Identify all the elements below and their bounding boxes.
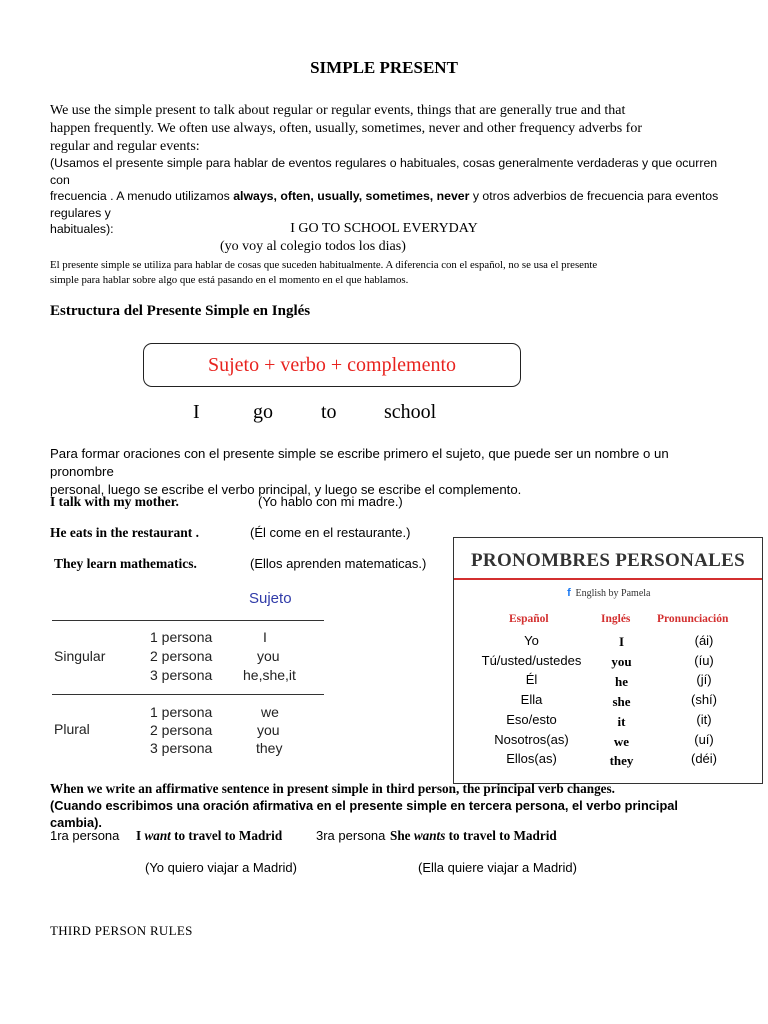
intro-english (50, 102, 720, 156)
example-text: I (136, 828, 145, 843)
note-line: simple para hablar sobre algo que está pasando en el momento en el que hablamos. (50, 274, 409, 286)
sentence-spanish: (Ellos aprenden matematicas.) (250, 556, 427, 571)
table-divider (52, 694, 324, 695)
pronoun-english: I (618, 634, 625, 649)
table-cell: 1 persona (150, 629, 213, 645)
sentence-english: I talk with my mother. (50, 494, 179, 509)
first-person-translation: (Yo quiero viajar a Madrid) (145, 860, 297, 875)
subject-table-header: Sujeto (249, 590, 292, 607)
pronoun-english: you (611, 654, 632, 669)
group-label-plural: Plural (54, 721, 90, 737)
group-label-singular: Singular (54, 648, 106, 664)
card-source (454, 587, 762, 599)
pronoun-pronunciation: (it) (696, 712, 712, 727)
first-person-label: 1ra persona (50, 828, 120, 843)
page-title: SIMPLE PRESENT (310, 58, 458, 77)
pronoun-pronunciation: (déi) (690, 751, 717, 766)
pronoun-english: we (613, 734, 630, 749)
third-person-rules-heading: THIRD PERSON RULES (50, 923, 193, 938)
column-header-spanish: Español (509, 613, 549, 625)
sentence-english: They learn mathematics. (54, 556, 197, 571)
example-word-subject: I (193, 401, 200, 423)
formula-box (143, 343, 521, 387)
verb-wants: wants (413, 828, 446, 843)
intro-line: regular and regular events: (50, 139, 200, 154)
note-spanish (50, 258, 730, 288)
table-cell: you (257, 648, 280, 664)
third-person-translation: (Ella quiere viajar a Madrid) (418, 860, 577, 875)
third-person-line: (Cuando escribimos una oración afirmativa en el presente simple en tercera persona, el verbo principal cambia). (50, 798, 678, 830)
pronoun-pronunciation: (jí) (696, 672, 712, 687)
third-person-explanation (50, 780, 730, 831)
column-header-english: Inglés (601, 613, 631, 625)
example-text: to travel to Madrid (445, 828, 557, 843)
example-word-to: to (321, 401, 337, 423)
facebook-icon: f (567, 587, 571, 599)
card-accent-line (454, 578, 762, 580)
rule-line: Para formar oraciones con el presente simple se escribe primero el sujeto, que puede ser un nombre o un pronombre (50, 446, 669, 479)
example-word-verb: go (253, 401, 273, 423)
rule-line: personal, luego se escribe el verbo principal, y luego se escribe el complemento. (50, 482, 522, 497)
card-source-label: English by Pamela (575, 588, 651, 599)
table-cell: 2 persona (150, 722, 213, 738)
intro-es-line: (Usamos el presente simple para hablar de eventos regulares o habituales, cosas generalmente verdaderas y que ocurren con (50, 156, 718, 187)
table-cell: I (263, 629, 267, 645)
example-text: to travel to Madrid (170, 828, 283, 843)
example-english: I GO TO SCHOOL EVERYDAY (290, 221, 478, 236)
example-word-complement: school (384, 401, 437, 423)
pronoun-spanish: Ellos(as) (506, 751, 557, 766)
table-cell: they (256, 740, 283, 756)
intro-es-text: frecuencia . A menudo utilizamos (50, 189, 234, 203)
intro-line: happen frequently. We often use always, often, usually, sometimes, never and other frequency adverbs for (50, 121, 642, 136)
third-person-label: 3ra persona (316, 828, 386, 843)
sentence-spanish: (Él come en el restaurante.) (250, 525, 411, 540)
note-line: El presente simple se utiliza para hablar de cosas que suceden habitualmente. A diferencia con el español, no se usa el presente (50, 259, 598, 271)
example-text: She (390, 828, 414, 843)
sentence-english: He eats in the restaurant . (50, 525, 199, 540)
pronoun-spanish: Tú/usted/ustedes (481, 653, 582, 668)
table-cell: 3 persona (150, 740, 213, 756)
pronoun-spanish: Eso/esto (506, 712, 557, 727)
sentence-spanish: (Yo hablo con mi madre.) (258, 494, 403, 509)
pronoun-pronunciation: (ái) (694, 633, 714, 648)
example-spanish: (yo voy al colegio todos los dias) (220, 239, 406, 254)
pronoun-pronunciation: (íu) (694, 653, 714, 668)
third-person-example (390, 828, 557, 844)
table-divider (52, 620, 324, 621)
pronoun-english: they (609, 753, 634, 768)
intro-es-line: habituales): (50, 222, 114, 236)
third-person-line: When we write an affirmative sentence in present simple in third person, the principal verb changes. (50, 781, 615, 796)
column-header-pronunciation: Pronunciación (657, 613, 729, 625)
pronoun-english: she (612, 694, 631, 709)
intro-es-line (50, 188, 730, 221)
pronouns-card-title: PRONOMBRES PERSONALES (471, 550, 745, 571)
pronoun-spanish: Nosotros(as) (494, 732, 569, 747)
pronoun-spanish: Él (525, 672, 538, 687)
first-person-example (136, 828, 282, 844)
structure-rule (50, 445, 720, 499)
pronouns-card (453, 537, 763, 784)
verb-want: want (144, 828, 171, 843)
pronoun-spanish: Yo (524, 633, 539, 648)
frequency-adverbs: always, often, usually, sometimes, never (233, 189, 470, 203)
structure-heading: Estructura del Presente Simple en Inglés (50, 303, 311, 319)
formula-text: Sujeto + verbo + complemento (207, 353, 457, 376)
intro-es-text: y otros adverbios de frecuencia para eventos regulares y (50, 189, 719, 220)
pronoun-english: it (617, 714, 626, 729)
intro-line: We use the simple present to talk about regular or regular events, things that are generally true and that (50, 103, 626, 118)
table-cell: 3 persona (150, 667, 213, 683)
pronoun-spanish: Ella (520, 692, 543, 707)
pronoun-pronunciation: (shí) (691, 692, 717, 707)
table-cell: 1 persona (150, 704, 213, 720)
table-cell: 2 persona (150, 648, 213, 664)
pronoun-pronunciation: (uí) (694, 732, 714, 747)
table-cell: he,she,it (243, 667, 296, 683)
pronoun-english: he (615, 674, 628, 689)
table-cell: we (261, 704, 279, 720)
table-cell: you (257, 722, 280, 738)
